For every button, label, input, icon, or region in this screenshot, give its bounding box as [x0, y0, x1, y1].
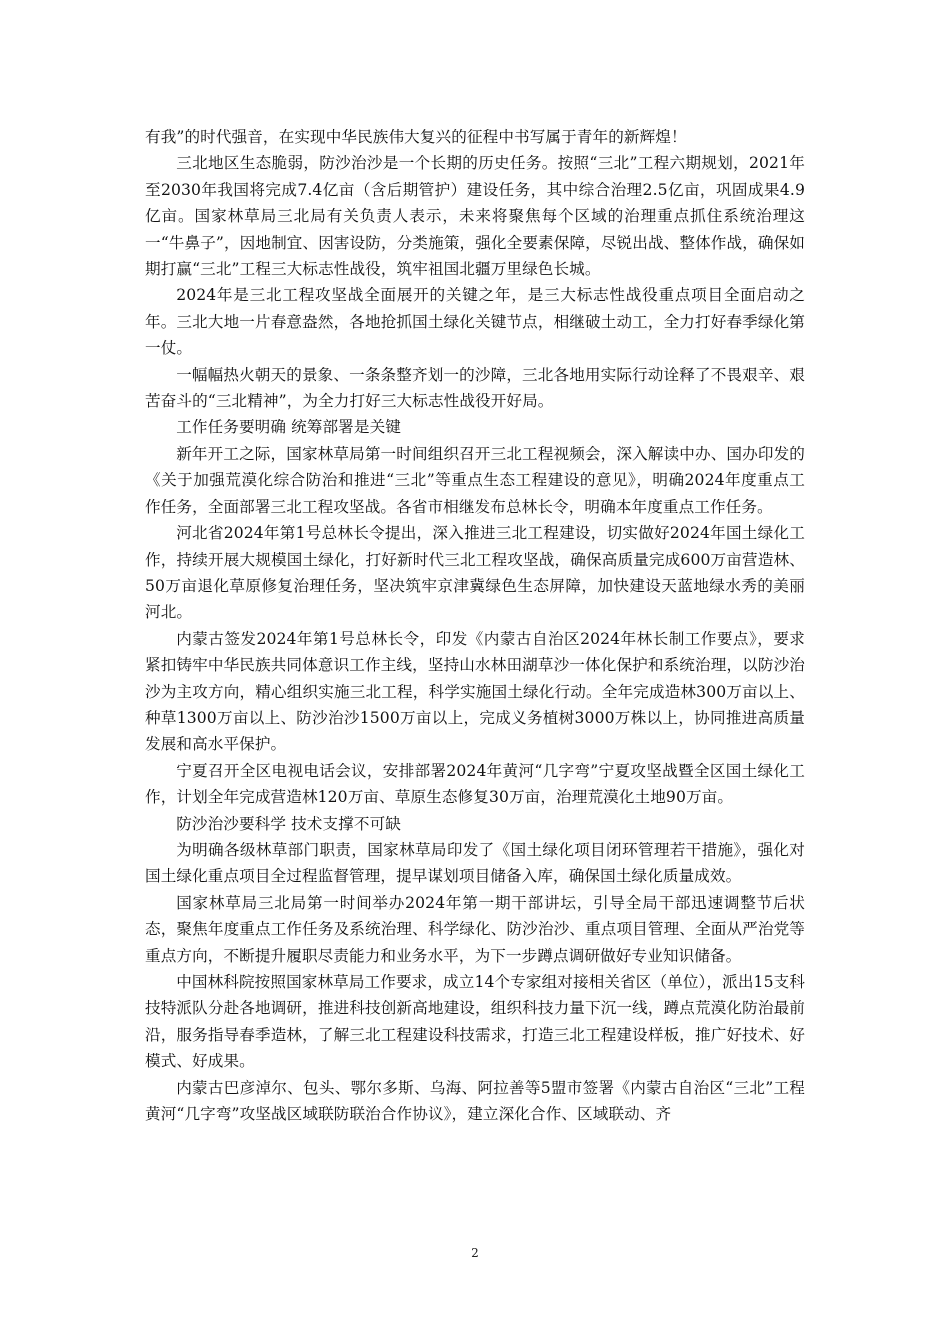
- section-heading-2: 防沙治沙要科学 技术支撑不可缺: [176, 814, 401, 833]
- paragraph-8: 宁夏召开全区电视电话会议，安排部署2024年黄河“几字弯”宁夏攻坚战暨全区国土绿化工作，计划全年完成营造林120万亩、草原生态修复30万亩，治理荒漠化土地90万亩。: [145, 761, 805, 807]
- page-number: 2: [471, 1246, 479, 1260]
- paragraph-1: 有我”的时代强音，在实现中华民族伟大复兴的征程中书写属于青年的新辉煌！: [145, 128, 687, 146]
- paragraph-7: 内蒙古签发2024年第1号总林长令，印发《内蒙古自治区2024年林长制工作要点》，要求紧扣铸牢中华民族共同体意识工作主线，坚持山水林田湖草沙一体化保护和系统治理，以防沙治沙为主攻方向，精心组织实施三北工程，科学实施国土绿化行动。全年完成造林300万亩以上、种草1300万亩以上、防沙治沙1500万亩以上，完成义务植树3000万株以上，协同推进高质量发展和高水平保护。: [145, 629, 805, 754]
- paragraph-2: 三北地区生态脆弱，防沙治沙是一个长期的历史任务。按照“三北”工程六期规划，2021年至2030年我国将完成7.4亿亩（含后期管护）建设任务，其中综合治理2.5亿亩，巩固成果4.9亿亩。国家林草局三北局有关负责人表示，未来将聚焦每个区域的治理重点抓住系统治理这一“牛鼻子”，因地制宜、因害设防，分类施策，强化全要素保障，尽锐出战、整体作战，确保如期打赢“三北”工程三大标志性战役，筑牢祖国北疆万里绿色长城。: [145, 154, 805, 279]
- paragraph-12: 内蒙古巴彦淖尔、包头、鄂尔多斯、乌海、阿拉善等5盟市签署《内蒙古自治区“三北”工程黄河“几字弯”攻坚战区域联防联治合作协议》，建立深化合作、区域联动、齐: [145, 1078, 805, 1124]
- body-text: [145, 124, 805, 1127]
- paragraph-3: 2024年是三北工程攻坚战全面展开的关键之年，是三大标志性战役重点项目全面启动之年。三北大地一片春意盎然，各地抢抓国土绿化关键节点，相继破土动工，全力打好春季绿化第一仗。: [145, 286, 805, 358]
- paragraph-5: 新年开工之际，国家林草局第一时间组织召开三北工程视频会，深入解读中办、国办印发的《关于加强荒漠化综合防治和推进“三北”等重点生态工程建设的意见》，明确2024年度重点工作任务，全面部署三北工程攻坚战。各省市相继发布总林长令，明确本年度重点工作任务。: [145, 444, 805, 516]
- paragraph-11: 中国林科院按照国家林草局工作要求，成立14个专家组对接相关省区（单位），派出15支科技特派队分赴各地调研，推进科技创新高地建设，组织科技力量下沉一线，蹲点荒漠化防治最前沿，服务指导春季造林，了解三北工程建设科技需求，打造三北工程建设样板，推广好技术、好模式、好成果。: [145, 973, 805, 1071]
- paragraph-9: 为明确各级林草部门职责，国家林草局印发了《国土绿化项目闭环管理若干措施》，强化对国土绿化重点项目全过程监督管理，提早谋划项目储备入库，确保国土绿化质量成效。: [145, 840, 805, 886]
- paragraph-10: 国家林草局三北局第一时间举办2024年第一期干部讲坛，引导全局干部迅速调整节后状态，聚焦年度重点工作任务及系统治理、科学绿化、防沙治沙、重点项目管理、全面从严治党等重点方向，不断提升履职尽责能力和业务水平，为下一步蹲点调研做好专业知识储备。: [145, 893, 805, 965]
- section-heading-1: 工作任务要明确 统筹部署是关键: [176, 418, 401, 437]
- paragraph-6: 河北省2024年第1号总林长令提出，深入推进三北工程建设，切实做好2024年国土绿化工作，持续开展大规模国土绿化，打好新时代三北工程攻坚战，确保高质量完成600万亩营造林、50万亩退化草原修复治理任务，坚决筑牢京津冀绿色生态屏障，加快建设天蓝地绿水秀的美丽河北。: [145, 524, 805, 622]
- paragraph-4: 一幅幅热火朝天的景象、一条条整齐划一的沙障，三北各地用实际行动诠释了不畏艰辛、艰苦奋斗的“三北精神”，为全力打好三大标志性战役开好局。: [145, 365, 805, 411]
